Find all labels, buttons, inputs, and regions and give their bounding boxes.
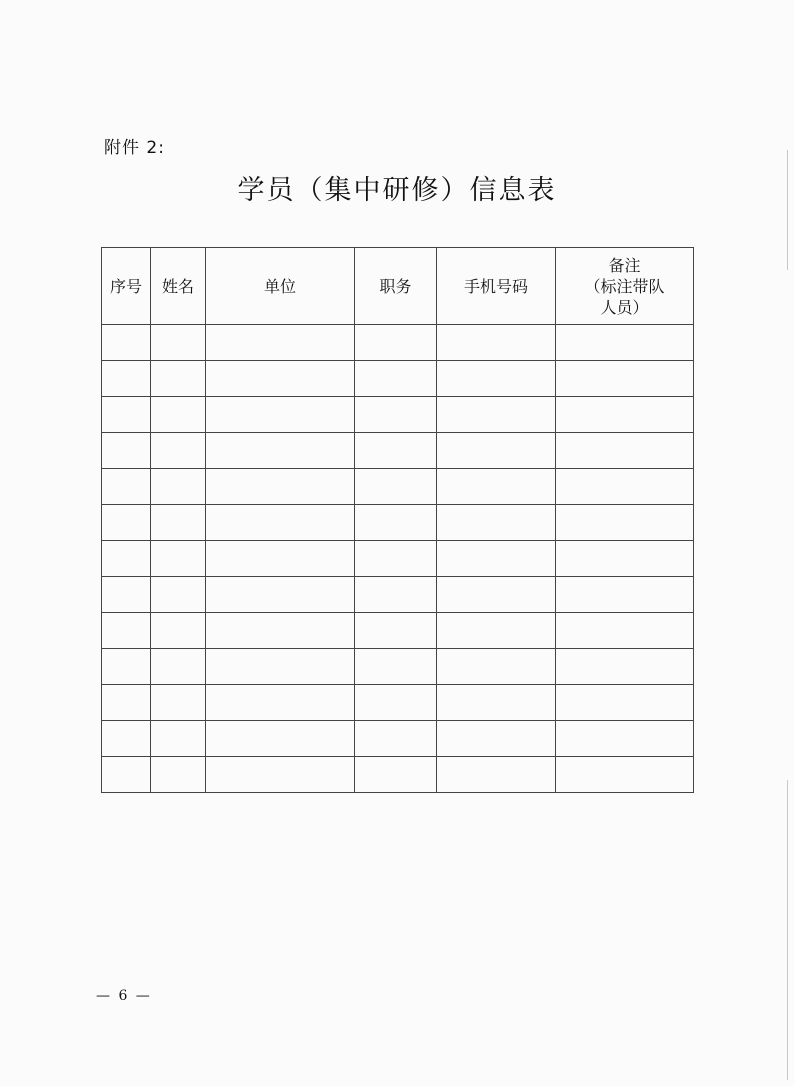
table-cell-phone <box>437 649 556 685</box>
table-cell-phone <box>437 325 556 361</box>
table-cell-remark <box>556 325 694 361</box>
table-cell-name <box>151 433 206 469</box>
table-cell-seq <box>102 685 151 721</box>
table-cell-phone <box>437 433 556 469</box>
table-cell-position <box>355 469 437 505</box>
table-row <box>102 505 694 541</box>
table-cell-phone <box>437 577 556 613</box>
table-cell-name <box>151 613 206 649</box>
table-cell-unit <box>206 469 355 505</box>
column-header-unit: 单位 <box>206 248 355 325</box>
table-cell-phone <box>437 505 556 541</box>
annex-label: 附件 2: <box>104 138 165 158</box>
table-cell-remark <box>556 577 694 613</box>
table-cell-unit <box>206 433 355 469</box>
table-row <box>102 685 694 721</box>
table-cell-phone <box>437 757 556 793</box>
table-cell-remark <box>556 757 694 793</box>
table-cell-position <box>355 433 437 469</box>
table-cell-remark <box>556 613 694 649</box>
column-header-seq: 序号 <box>102 248 151 325</box>
table-cell-seq <box>102 469 151 505</box>
table-cell-seq <box>102 757 151 793</box>
table-cell-unit <box>206 361 355 397</box>
table-row <box>102 325 694 361</box>
column-header-position: 职务 <box>355 248 437 325</box>
scan-edge-line <box>787 780 788 1080</box>
table-cell-name <box>151 469 206 505</box>
table-cell-position <box>355 577 437 613</box>
table-cell-seq <box>102 577 151 613</box>
scan-edge-line <box>787 150 788 270</box>
table-cell-remark <box>556 433 694 469</box>
table-cell-seq <box>102 541 151 577</box>
table-header-row <box>102 248 694 325</box>
table-cell-seq <box>102 649 151 685</box>
table-cell-name <box>151 505 206 541</box>
table-cell-position <box>355 541 437 577</box>
table-body <box>102 325 694 793</box>
table-cell-name <box>151 325 206 361</box>
table-cell-phone <box>437 541 556 577</box>
table-row <box>102 613 694 649</box>
column-header-name: 姓名 <box>151 248 206 325</box>
table-cell-name <box>151 685 206 721</box>
table-cell-seq <box>102 433 151 469</box>
table-row <box>102 469 694 505</box>
table-cell-remark <box>556 505 694 541</box>
table-cell-unit <box>206 685 355 721</box>
table-cell-position <box>355 685 437 721</box>
table-cell-position <box>355 325 437 361</box>
table-cell-seq <box>102 325 151 361</box>
table-cell-name <box>151 649 206 685</box>
table-cell-position <box>355 613 437 649</box>
table-cell-position <box>355 361 437 397</box>
table-cell-unit <box>206 577 355 613</box>
table-cell-seq <box>102 613 151 649</box>
table-cell-name <box>151 757 206 793</box>
table-cell-remark <box>556 541 694 577</box>
table-cell-seq <box>102 505 151 541</box>
student-info-table <box>101 247 694 793</box>
table-cell-remark <box>556 397 694 433</box>
table-row <box>102 757 694 793</box>
table-cell-unit <box>206 649 355 685</box>
table-cell-position <box>355 757 437 793</box>
table-cell-unit <box>206 397 355 433</box>
table-cell-unit <box>206 541 355 577</box>
table-cell-name <box>151 361 206 397</box>
table-cell-phone <box>437 685 556 721</box>
table-cell-phone <box>437 361 556 397</box>
table-cell-unit <box>206 721 355 757</box>
table-cell-position <box>355 397 437 433</box>
table-cell-unit <box>206 505 355 541</box>
table-cell-name <box>151 541 206 577</box>
table-row <box>102 361 694 397</box>
table-row <box>102 433 694 469</box>
table-cell-name <box>151 721 206 757</box>
table-cell-position <box>355 721 437 757</box>
page-number: — 6 — <box>96 988 152 1004</box>
table-cell-phone <box>437 613 556 649</box>
page-title: 学员（集中研修）信息表 <box>237 175 557 206</box>
table-cell-phone <box>437 469 556 505</box>
table-cell-unit <box>206 757 355 793</box>
table-cell-unit <box>206 613 355 649</box>
table-cell-seq <box>102 397 151 433</box>
table-cell-remark <box>556 685 694 721</box>
table-cell-unit <box>206 325 355 361</box>
table-cell-name <box>151 397 206 433</box>
table-cell-position <box>355 505 437 541</box>
column-header-remark: 备注 （标注带队 人员） <box>556 248 694 325</box>
table-cell-phone <box>437 721 556 757</box>
table-cell-remark <box>556 469 694 505</box>
table-cell-seq <box>102 361 151 397</box>
table-cell-phone <box>437 397 556 433</box>
table-row <box>102 541 694 577</box>
table-cell-seq <box>102 721 151 757</box>
table-row <box>102 577 694 613</box>
table-cell-remark <box>556 721 694 757</box>
table-cell-name <box>151 577 206 613</box>
table-cell-remark <box>556 361 694 397</box>
table-cell-remark <box>556 649 694 685</box>
table-row <box>102 397 694 433</box>
table-row <box>102 649 694 685</box>
table-cell-position <box>355 649 437 685</box>
column-header-phone: 手机号码 <box>437 248 556 325</box>
table-row <box>102 721 694 757</box>
